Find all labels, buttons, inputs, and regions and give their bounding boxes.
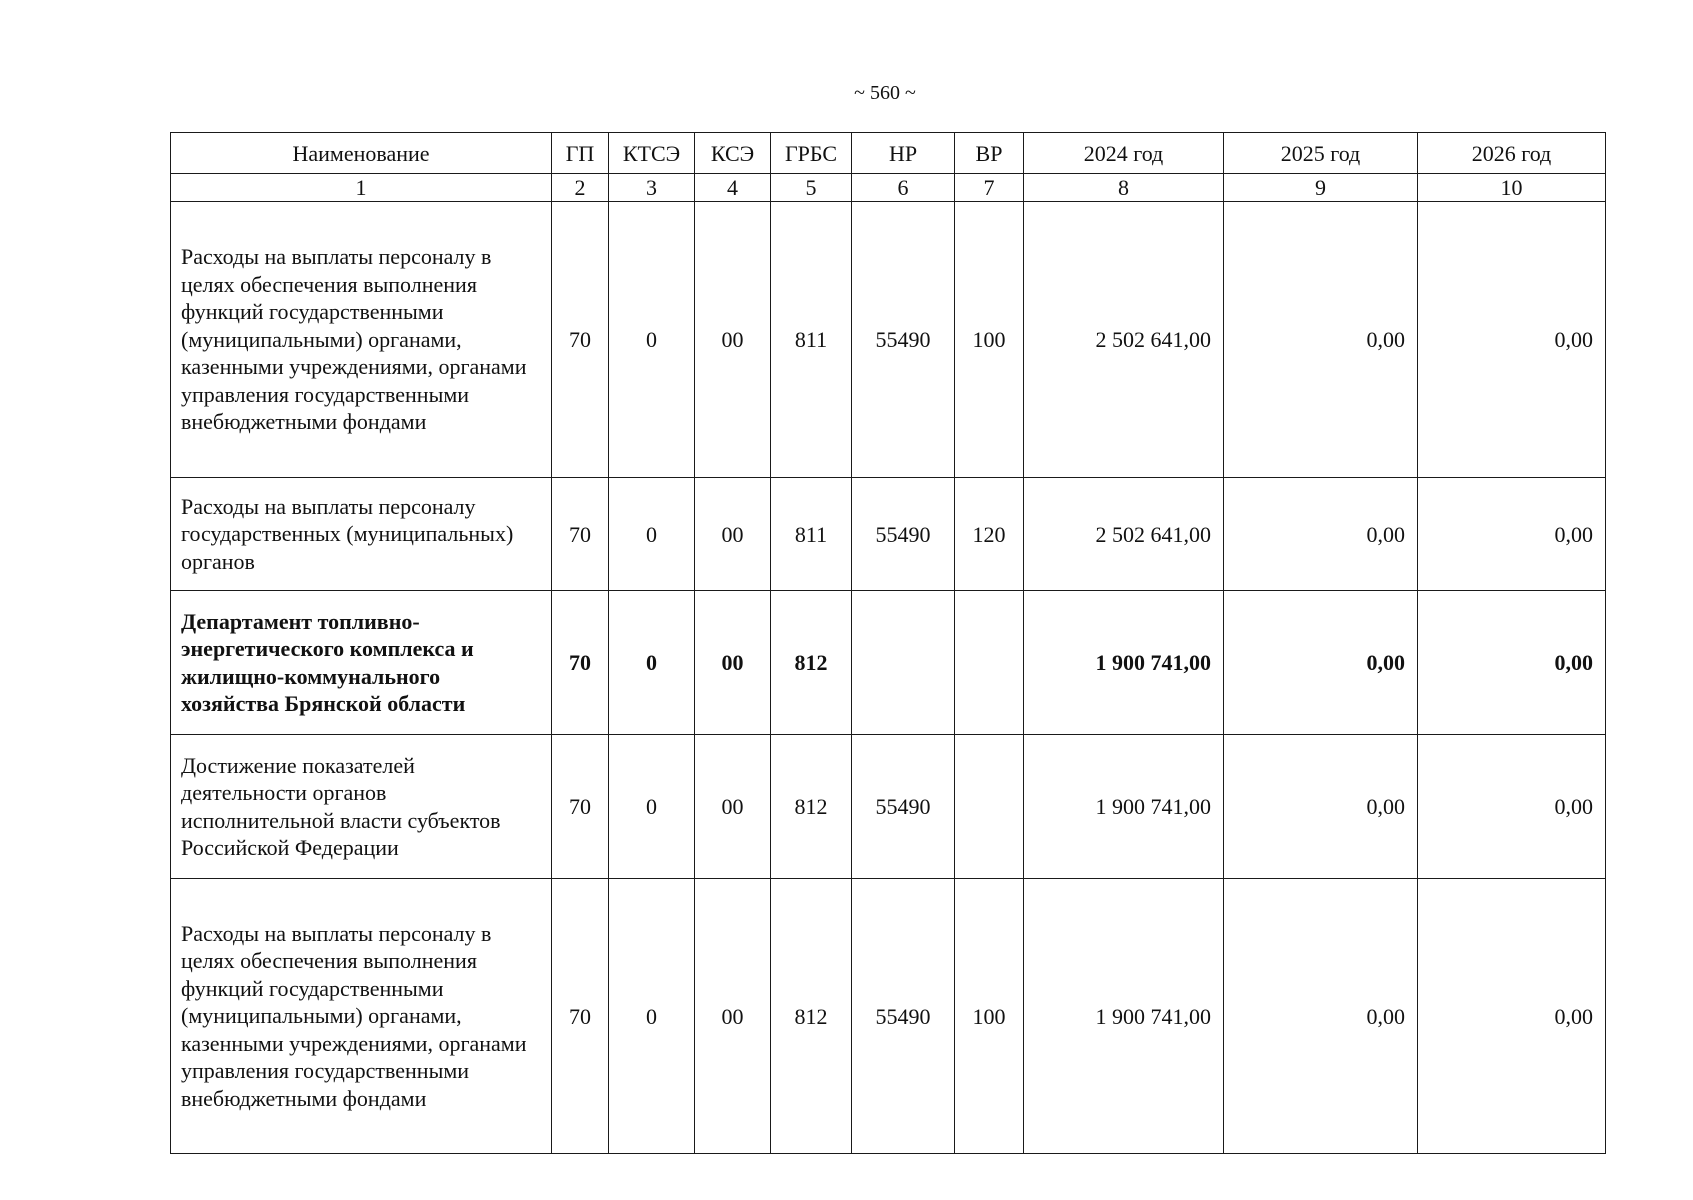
row-grbs: 811 bbox=[771, 202, 852, 478]
row-2024: 1 900 741,00 bbox=[1024, 879, 1224, 1154]
row-ktse: 0 bbox=[609, 735, 695, 879]
row-2025: 0,00 bbox=[1224, 478, 1418, 591]
row-gp: 70 bbox=[552, 202, 609, 478]
column-number: 7 bbox=[955, 174, 1024, 202]
row-kse: 00 bbox=[695, 478, 771, 591]
row-kse: 00 bbox=[695, 735, 771, 879]
row-2024: 2 502 641,00 bbox=[1024, 202, 1224, 478]
header-2025: 2025 год bbox=[1224, 133, 1418, 174]
row-gp: 70 bbox=[552, 879, 609, 1154]
header-grbs: ГРБС bbox=[771, 133, 852, 174]
row-2024: 2 502 641,00 bbox=[1024, 478, 1224, 591]
row-2026: 0,00 bbox=[1418, 202, 1606, 478]
row-ktse: 0 bbox=[609, 202, 695, 478]
table-row bbox=[171, 735, 1606, 879]
row-vr: 100 bbox=[955, 202, 1024, 478]
header-2024: 2024 год bbox=[1024, 133, 1224, 174]
row-vr bbox=[955, 735, 1024, 879]
row-nr: 55490 bbox=[852, 202, 955, 478]
table-header-row bbox=[171, 133, 1606, 174]
row-2026: 0,00 bbox=[1418, 735, 1606, 879]
header-ktse: КТСЭ bbox=[609, 133, 695, 174]
row-name: Расходы на выплаты персоналу в целях обеспечения выполнения функций государственными (муниципальными) органами, казенными учреждениями, органами управления государственными внебюджетными фондами bbox=[171, 879, 552, 1154]
row-2026: 0,00 bbox=[1418, 478, 1606, 591]
header-nr: НР bbox=[852, 133, 955, 174]
header-vr: ВР bbox=[955, 133, 1024, 174]
row-nr: 55490 bbox=[852, 478, 955, 591]
row-nr: 55490 bbox=[852, 735, 955, 879]
row-nr: 55490 bbox=[852, 879, 955, 1154]
row-grbs: 812 bbox=[771, 879, 852, 1154]
row-gp: 70 bbox=[552, 478, 609, 591]
budget-table bbox=[170, 132, 1606, 1154]
column-number: 8 bbox=[1024, 174, 1224, 202]
row-gp: 70 bbox=[552, 735, 609, 879]
row-grbs: 811 bbox=[771, 478, 852, 591]
column-number: 10 bbox=[1418, 174, 1606, 202]
row-2025: 0,00 bbox=[1224, 202, 1418, 478]
page-number: ~ 560 ~ bbox=[854, 82, 916, 104]
row-grbs: 812 bbox=[771, 591, 852, 735]
row-ktse: 0 bbox=[609, 591, 695, 735]
row-ktse: 0 bbox=[609, 478, 695, 591]
row-2026: 0,00 bbox=[1418, 879, 1606, 1154]
column-number: 2 bbox=[552, 174, 609, 202]
row-name: Расходы на выплаты персоналу государственных (муниципальных) органов bbox=[171, 478, 552, 591]
row-name: Достижение показателей деятельности органов исполнительной власти субъектов Российской Федерации bbox=[171, 735, 552, 879]
header-gp: ГП bbox=[552, 133, 609, 174]
table-row bbox=[171, 591, 1606, 735]
row-2024: 1 900 741,00 bbox=[1024, 591, 1224, 735]
row-vr: 100 bbox=[955, 879, 1024, 1154]
column-number: 6 bbox=[852, 174, 955, 202]
row-name: Расходы на выплаты персоналу в целях обеспечения выполнения функций государственными (муниципальными) органами, казенными учреждениями, органами управления государственными внебюджетными фондами bbox=[171, 202, 552, 478]
column-number: 3 bbox=[609, 174, 695, 202]
column-number: 9 bbox=[1224, 174, 1418, 202]
row-2024: 1 900 741,00 bbox=[1024, 735, 1224, 879]
column-number-row bbox=[171, 174, 1606, 202]
column-number: 4 bbox=[695, 174, 771, 202]
table-row bbox=[171, 879, 1606, 1154]
column-number: 5 bbox=[771, 174, 852, 202]
table-row bbox=[171, 202, 1606, 478]
row-2025: 0,00 bbox=[1224, 735, 1418, 879]
header-kse: КСЭ bbox=[695, 133, 771, 174]
row-ktse: 0 bbox=[609, 879, 695, 1154]
row-nr bbox=[852, 591, 955, 735]
row-vr bbox=[955, 591, 1024, 735]
row-kse: 00 bbox=[695, 591, 771, 735]
row-grbs: 812 bbox=[771, 735, 852, 879]
header-2026: 2026 год bbox=[1418, 133, 1606, 174]
row-kse: 00 bbox=[695, 202, 771, 478]
column-number: 1 bbox=[171, 174, 552, 202]
row-kse: 00 bbox=[695, 879, 771, 1154]
row-2026: 0,00 bbox=[1418, 591, 1606, 735]
row-2025: 0,00 bbox=[1224, 591, 1418, 735]
row-vr: 120 bbox=[955, 478, 1024, 591]
row-gp: 70 bbox=[552, 591, 609, 735]
header-name: Наименование bbox=[171, 133, 552, 174]
row-2025: 0,00 bbox=[1224, 879, 1418, 1154]
row-name: Департамент топливно-энергетического комплекса и жилищно-коммунального хозяйства Брянской области bbox=[171, 591, 552, 735]
table-row bbox=[171, 478, 1606, 591]
